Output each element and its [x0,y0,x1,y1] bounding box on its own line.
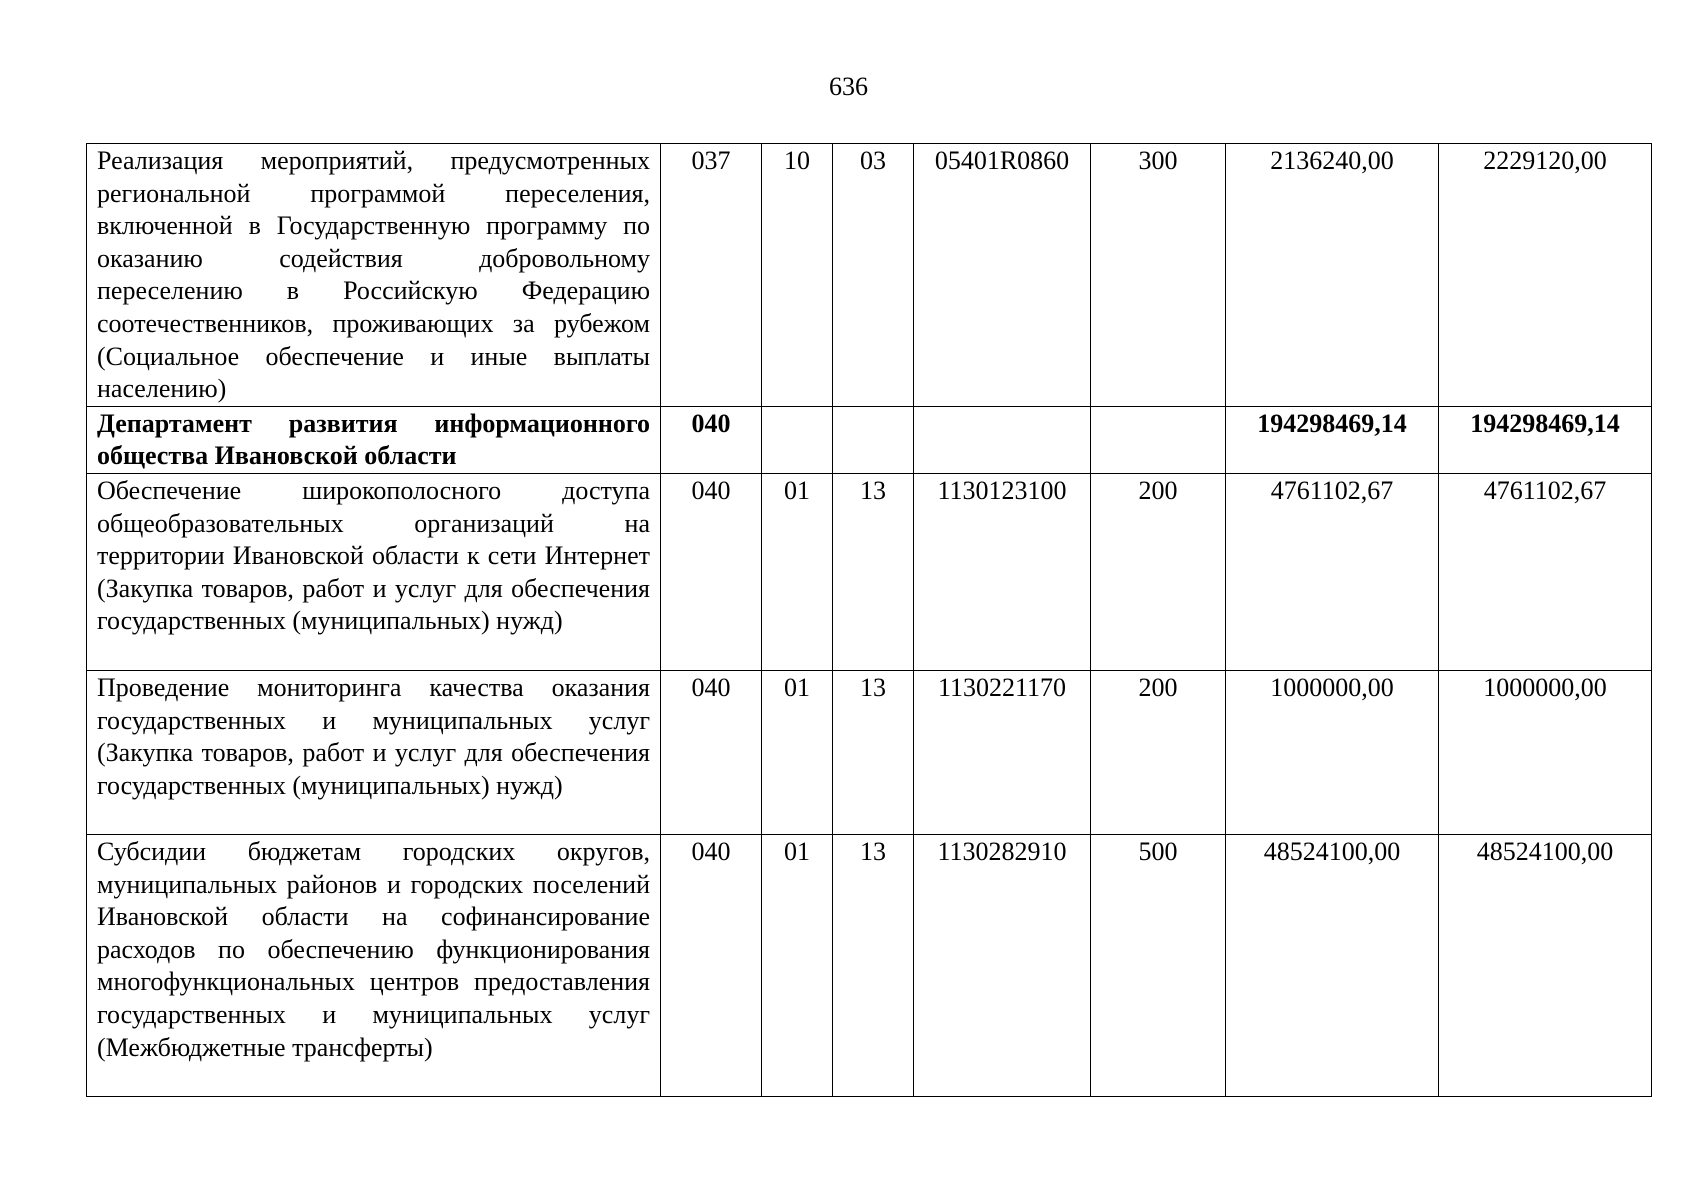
budget-table [86,143,1652,1097]
row-amount-1: 48524100,00 [1226,834,1439,1096]
table-row [87,406,1652,473]
row-target-article: 1130123100 [914,473,1091,670]
row-expense-type: 300 [1091,144,1226,407]
table-row [87,670,1652,834]
row-target-article [914,406,1091,473]
row-expense-type: 200 [1091,670,1226,834]
row-amount-1: 4761102,67 [1226,473,1439,670]
row-expense-type: 500 [1091,834,1226,1096]
row-expense-type: 200 [1091,473,1226,670]
row-ministry-code: 040 [661,834,762,1096]
row-section-code: 01 [762,834,833,1096]
table-row [87,834,1652,1096]
row-amount-2: 48524100,00 [1439,834,1652,1096]
row-target-article: 1130282910 [914,834,1091,1096]
row-description: Департамент развития информационного общества Ивановской области [87,406,661,473]
row-description: Проведение мониторинга качества оказания государственных и муниципальных услуг (Закупка товаров, работ и услуг для обеспечения государственных (муниципальных) нужд) [87,670,661,834]
row-section-code: 01 [762,670,833,834]
row-subsection-code: 13 [833,670,914,834]
table-body [87,144,1652,1097]
row-amount-2: 1000000,00 [1439,670,1652,834]
row-description: Обеспечение широкополосного доступа общеобразовательных организаций на территории Ивановской области к сети Интернет (Закупка товаров, работ и услуг для обеспечения государственных (муниципальных) нужд) [87,473,661,670]
row-amount-2: 194298469,14 [1439,406,1652,473]
table-row [87,144,1652,407]
row-subsection-code: 13 [833,473,914,670]
row-amount-1: 2136240,00 [1226,144,1439,407]
row-section-code [762,406,833,473]
row-subsection-code: 13 [833,834,914,1096]
row-amount-1: 194298469,14 [1226,406,1439,473]
row-expense-type [1091,406,1226,473]
row-amount-2: 2229120,00 [1439,144,1652,407]
row-ministry-code: 037 [661,144,762,407]
row-target-article: 05401R0860 [914,144,1091,407]
row-subsection-code: 03 [833,144,914,407]
row-amount-2: 4761102,67 [1439,473,1652,670]
row-description: Реализация мероприятий, предусмотренных региональной программой переселения, включенной в Государственную программу по оказанию содействия добровольному переселению в Российскую Федерацию соотечественников, проживающих за рубежом (Социальное обеспечение и иные выплаты населению) [87,144,661,407]
row-amount-1: 1000000,00 [1226,670,1439,834]
row-section-code: 10 [762,144,833,407]
row-description: Субсидии бюджетам городских округов, муниципальных районов и городских поселений Ивановской области на софинансирование расходов по обеспечению функционирования многофункциональных центров предоставления государственных и муниципальных услуг (Межбюджетные трансферты) [87,834,661,1096]
table-row [87,473,1652,670]
row-ministry-code: 040 [661,406,762,473]
page-number: 636 [829,72,868,101]
row-target-article: 1130221170 [914,670,1091,834]
row-section-code: 01 [762,473,833,670]
row-subsection-code [833,406,914,473]
row-ministry-code: 040 [661,670,762,834]
row-ministry-code: 040 [661,473,762,670]
